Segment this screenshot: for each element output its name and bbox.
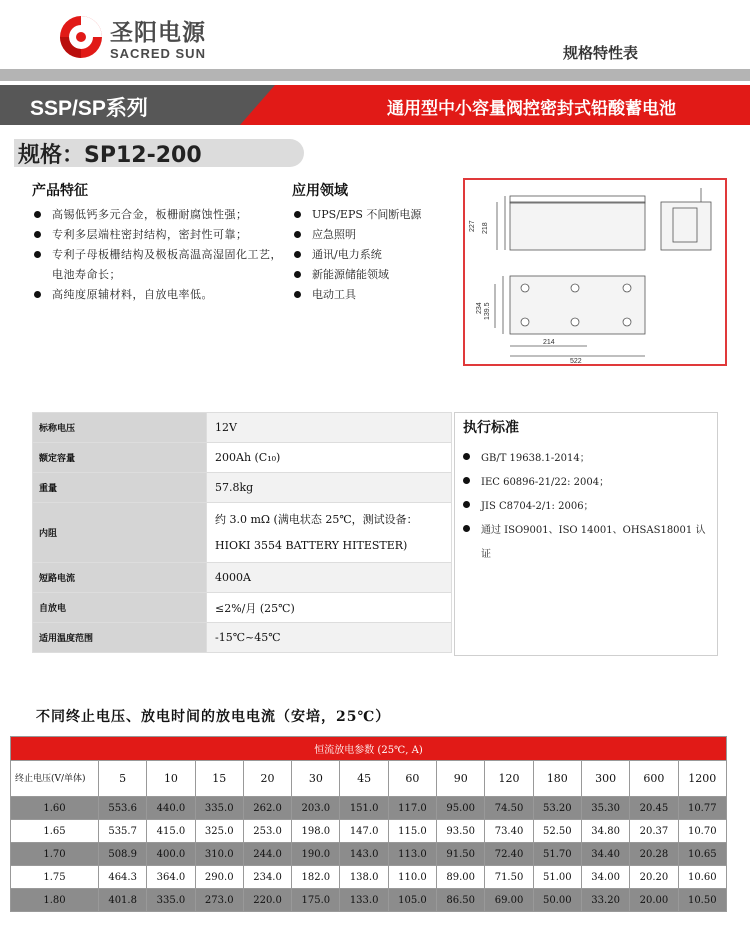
discharge-current-cell: 34.00 <box>581 866 629 889</box>
spec-row <box>33 503 452 563</box>
discharge-current-cell: 464.3 <box>99 866 147 889</box>
series-description: 通用型中小容量阀控密封式铅酸蓄电池 <box>387 99 676 119</box>
discharge-voltage: 1.80 <box>11 889 99 912</box>
spec-row <box>33 593 452 623</box>
spec-value: 12V <box>207 413 452 443</box>
standard-item: 通过 ISO9001、ISO 14001、OHSAS18001 认证 <box>461 519 713 567</box>
discharge-current-cell: 72.40 <box>485 843 533 866</box>
discharge-current-cell: 20.37 <box>630 820 678 843</box>
application-item: 电动工具 <box>292 285 462 305</box>
discharge-current-cell: 234.0 <box>243 866 291 889</box>
discharge-current-cell: 190.0 <box>292 843 340 866</box>
standard-item: JIS C8704-2/1: 2006； <box>461 495 713 519</box>
discharge-time-header: 120 <box>485 761 533 797</box>
standard-item: IEC 60896-21/22: 2004； <box>461 471 713 495</box>
discharge-time-header: 20 <box>243 761 291 797</box>
sun-logo-icon <box>58 14 104 60</box>
standards-title: 执行标准 <box>463 420 519 436</box>
discharge-current-cell: 10.50 <box>678 889 726 912</box>
discharge-header: 恒流放电参数 (25℃, A) <box>11 737 727 761</box>
discharge-table-title: 不同终止电压、放电时间的放电电流（安培，25℃） <box>36 709 391 725</box>
features-list <box>32 205 282 305</box>
discharge-voltage: 1.60 <box>11 797 99 820</box>
discharge-current-cell: 91.50 <box>437 843 485 866</box>
discharge-current-cell: 51.00 <box>533 866 581 889</box>
standard-item: GB/T 19638.1-2014； <box>461 447 713 471</box>
discharge-current-cell: 553.6 <box>99 797 147 820</box>
spec-row <box>33 473 452 503</box>
spec-value-line: HIOKI 3554 BATTERY HITESTER) <box>215 538 408 552</box>
spec-row <box>33 443 452 473</box>
discharge-current-cell: 117.0 <box>388 797 436 820</box>
discharge-current-cell: 508.9 <box>99 843 147 866</box>
spec-row <box>33 623 452 653</box>
spec-key: 短路电流 <box>33 563 207 593</box>
spec-value: ≤2%/月 (25℃) <box>207 593 452 623</box>
discharge-current-cell: 10.65 <box>678 843 726 866</box>
model-label: 规格：SP12-200 <box>18 143 202 168</box>
discharge-current-cell: 110.0 <box>388 866 436 889</box>
brand-name-cn: 圣阳电源 <box>110 20 206 46</box>
discharge-current-cell: 325.0 <box>195 820 243 843</box>
discharge-row <box>11 843 727 866</box>
discharge-current-cell: 86.50 <box>437 889 485 912</box>
dim-width: 234 <box>476 302 483 314</box>
header-divider <box>0 69 750 81</box>
spec-value: 57.8kg <box>207 473 452 503</box>
discharge-current-cell: 34.80 <box>581 820 629 843</box>
discharge-time-header: 45 <box>340 761 388 797</box>
spec-value: -15℃~45℃ <box>207 623 452 653</box>
spec-value: 200Ah (C₁₀) <box>207 443 452 473</box>
discharge-current-cell: 198.0 <box>292 820 340 843</box>
discharge-current-cell: 147.0 <box>340 820 388 843</box>
spec-table <box>32 412 452 653</box>
spec-key: 适用温度范围 <box>33 623 207 653</box>
discharge-time-header: 1200 <box>678 761 726 797</box>
application-item: 通讯/电力系统 <box>292 245 462 265</box>
discharge-time-header: 15 <box>195 761 243 797</box>
applications-title: 应用领域 <box>292 183 348 199</box>
application-item: 应急照明 <box>292 225 462 245</box>
spec-key: 自放电 <box>33 593 207 623</box>
discharge-table <box>10 736 727 912</box>
discharge-time-header: 60 <box>388 761 436 797</box>
dim-offset: 214 <box>543 339 555 346</box>
discharge-row <box>11 889 727 912</box>
discharge-voltage: 1.75 <box>11 866 99 889</box>
discharge-current-cell: 133.0 <box>340 889 388 912</box>
discharge-time-header: 600 <box>630 761 678 797</box>
discharge-current-cell: 33.20 <box>581 889 629 912</box>
spec-key: 标称电压 <box>33 413 207 443</box>
discharge-time-header: 10 <box>147 761 195 797</box>
discharge-current-cell: 310.0 <box>195 843 243 866</box>
discharge-current-cell: 400.0 <box>147 843 195 866</box>
discharge-voltage: 1.70 <box>11 843 99 866</box>
spec-key: 内阻 <box>33 503 207 563</box>
features-title: 产品特征 <box>32 183 88 199</box>
discharge-current-cell: 244.0 <box>243 843 291 866</box>
discharge-current-cell: 35.30 <box>581 797 629 820</box>
discharge-current-cell: 115.0 <box>388 820 436 843</box>
dimension-drawing <box>463 178 727 366</box>
feature-item: 专利多层端柱密封结构，密封性可靠； <box>32 225 282 245</box>
discharge-current-cell: 182.0 <box>292 866 340 889</box>
discharge-current-cell: 52.50 <box>533 820 581 843</box>
discharge-current-cell: 335.0 <box>147 889 195 912</box>
discharge-current-cell: 20.45 <box>630 797 678 820</box>
discharge-row <box>11 866 727 889</box>
discharge-current-cell: 20.28 <box>630 843 678 866</box>
applications-list <box>292 205 462 305</box>
dim-height-box: 218 <box>482 222 489 234</box>
feature-item: 专利子母板栅结构及极板高温高湿固化工艺，电池寿命长； <box>32 245 282 285</box>
discharge-time-header: 5 <box>99 761 147 797</box>
discharge-current-cell: 53.20 <box>533 797 581 820</box>
discharge-corner-label: 终止电压(V/单体) <box>11 761 99 797</box>
discharge-time-row <box>11 761 727 797</box>
spec-value <box>207 503 452 563</box>
discharge-time-header: 300 <box>581 761 629 797</box>
discharge-current-cell: 105.0 <box>388 889 436 912</box>
application-item: UPS/EPS 不间断电源 <box>292 205 462 225</box>
application-item: 新能源储能领域 <box>292 265 462 285</box>
discharge-current-cell: 262.0 <box>243 797 291 820</box>
discharge-current-cell: 203.0 <box>292 797 340 820</box>
dim-height-total: 227 <box>469 220 476 232</box>
discharge-current-cell: 89.00 <box>437 866 485 889</box>
discharge-current-cell: 440.0 <box>147 797 195 820</box>
discharge-current-cell: 401.8 <box>99 889 147 912</box>
discharge-time-header: 30 <box>292 761 340 797</box>
standards-panel <box>454 412 718 656</box>
feature-item: 高锡低钙多元合金，板栅耐腐蚀性强； <box>32 205 282 225</box>
spec-key: 重量 <box>33 473 207 503</box>
discharge-current-cell: 220.0 <box>243 889 291 912</box>
discharge-header-row <box>11 737 727 761</box>
discharge-current-cell: 364.0 <box>147 866 195 889</box>
document-type: 规格特性表 <box>562 44 638 62</box>
discharge-current-cell: 10.70 <box>678 820 726 843</box>
discharge-current-cell: 273.0 <box>195 889 243 912</box>
discharge-current-cell: 69.00 <box>485 889 533 912</box>
dim-terminal-spacing: 139.5 <box>484 302 491 320</box>
brand-name-en: SACRED SUN <box>110 46 206 61</box>
discharge-current-cell: 10.60 <box>678 866 726 889</box>
series-name: SSP/SP系列 <box>30 97 148 120</box>
discharge-current-cell: 415.0 <box>147 820 195 843</box>
discharge-current-cell: 175.0 <box>292 889 340 912</box>
discharge-voltage: 1.65 <box>11 820 99 843</box>
discharge-current-cell: 535.7 <box>99 820 147 843</box>
discharge-time-header: 90 <box>437 761 485 797</box>
brand-logo <box>58 14 218 64</box>
discharge-current-cell: 93.50 <box>437 820 485 843</box>
discharge-current-cell: 10.77 <box>678 797 726 820</box>
discharge-current-cell: 20.20 <box>630 866 678 889</box>
dim-length: 522 <box>570 358 582 364</box>
battery-outline-diagram <box>465 180 725 364</box>
discharge-time-header: 180 <box>533 761 581 797</box>
discharge-current-cell: 253.0 <box>243 820 291 843</box>
discharge-current-cell: 95.00 <box>437 797 485 820</box>
discharge-current-cell: 73.40 <box>485 820 533 843</box>
discharge-current-cell: 34.40 <box>581 843 629 866</box>
discharge-current-cell: 138.0 <box>340 866 388 889</box>
discharge-current-cell: 151.0 <box>340 797 388 820</box>
discharge-current-cell: 290.0 <box>195 866 243 889</box>
spec-value-line: 约 3.0 mΩ (满电状态 25℃，测试设备： <box>215 512 418 526</box>
feature-item: 高纯度原辅材料，自放电率低。 <box>32 285 282 305</box>
discharge-current-cell: 335.0 <box>195 797 243 820</box>
discharge-current-cell: 50.00 <box>533 889 581 912</box>
spec-value: 4000A <box>207 563 452 593</box>
discharge-current-cell: 113.0 <box>388 843 436 866</box>
discharge-current-cell: 74.50 <box>485 797 533 820</box>
standards-list <box>461 447 713 567</box>
discharge-row <box>11 820 727 843</box>
discharge-row <box>11 797 727 820</box>
discharge-current-cell: 20.00 <box>630 889 678 912</box>
spec-row <box>33 563 452 593</box>
discharge-current-cell: 143.0 <box>340 843 388 866</box>
discharge-current-cell: 51.70 <box>533 843 581 866</box>
spec-key: 额定容量 <box>33 443 207 473</box>
discharge-current-cell: 71.50 <box>485 866 533 889</box>
spec-row <box>33 413 452 443</box>
